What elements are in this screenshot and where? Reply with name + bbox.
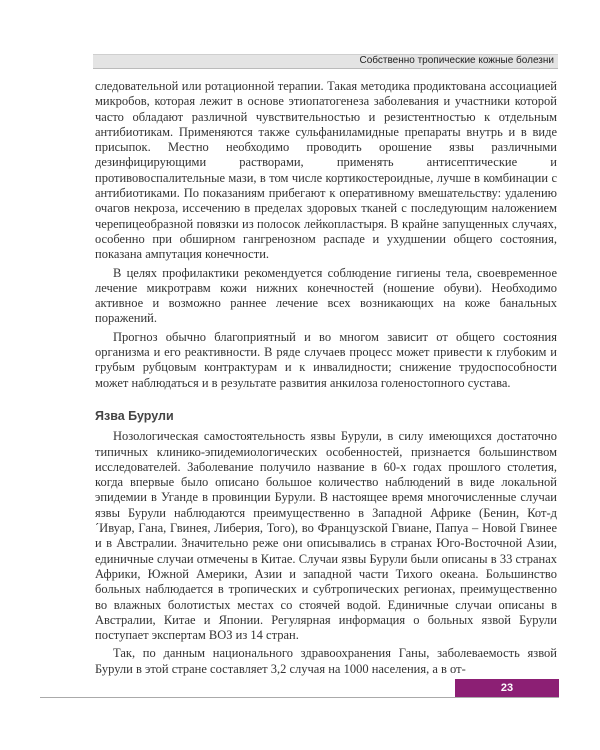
- page-number: 23: [500, 682, 514, 694]
- footer-divider: [40, 697, 559, 698]
- paragraph-prevention: В целях профилактики рекомендуется соблюдение гигиены тела, своевременное лечение микротравм кожи нижних конечностей (ношение обуви). Необходимо активное и возможно раннее лечение всех возникающих на коже банальных поражений.: [95, 265, 557, 326]
- paragraph-prognosis: Прогноз обычно благоприятный и во многом зависит от общего состояния организма и его реактивности. В ряде случаев процесс может привести к глубоким и грубым рубцовым контрактурам и к инвалидности; снижение трудоспособности может наблюдаться и в результате развития анкилоза голеностопного сустава.: [95, 329, 557, 390]
- paragraph-continued: следовательной или ротационной терапии. Такая методика продиктована ассоциацией микробов, которая лежит в основе этиопатогенеза заболевания и участники которой часто обладают различной чувствительностью и резистентностью к отдельным антибиотикам. Применяются также сульфаниламидные препараты внутрь и в виде присыпок. Местно необходимо проводить орошение язвы различными дезинфицирующими растворами, применять антисептические и противовоспалительные мази, в том числе кортикостероидные, лучше в комбинации с антибиотиками. По показаниям прибегают к оперативному вмешательству: удалению очагов некроза, иссечению в пределах здоровых тканей с последующим наложением черепицеобразной повязки из полосок лейкопластыря. В крайне запущенных случаях, особенно при обширном гангренозном распаде и ухудшении общего состояния, показана ампутация конечности.: [95, 79, 557, 262]
- page-body: [95, 79, 557, 677]
- paragraph-ghana-incidence: Так, по данным национального здравоохранения Ганы, заболеваемость язвой Бурули в этой стране составляет 3,2 случая на 1000 населения, а в от-: [95, 646, 557, 676]
- running-header-title: Собственно тропические кожные болезни: [359, 55, 554, 66]
- paragraph-buruli-intro: Нозологическая самостоятельность язвы Бурули, в силу имеющихся достаточно типичных клинико-эпидемиологических особенностей, признается большинством исследователей. Заболевание получило название в 60-х годах прошлого столетия, когда впервые было описано большое количество наблюдений в виде локальной эпидемии в Уганде в провинции Бурули. В настоящее время многочисленные случаи язвы Бурули наблюдаются преимущественно в Западной Африке (Бенин, Кот-д´Ивуар, Гана, Гвинея, Либерия, Того), во Французской Гвиане, Папуа – Новой Гвинее и в Австралии. Значительно реже они описывались в странах Юго-Восточной Азии, единичные случаи отмечены в Китае. Случаи язвы Бурули были описаны в 33 странах Африки, Южной Америки, Азии и западной части Тихого океана. Большинство больных наблюдается в тропических и субтропических регионах, преимущественно во влажных болотистых местах со стоячей водой. Единичные случаи описаны в Австралии, Китае и Японии. Регулярная информация о больных язвой Бурули поступает экспертам ВОЗ из 14 стран.: [95, 429, 557, 643]
- section-heading: Язва Бурули: [95, 408, 174, 423]
- header-divider: [93, 68, 558, 69]
